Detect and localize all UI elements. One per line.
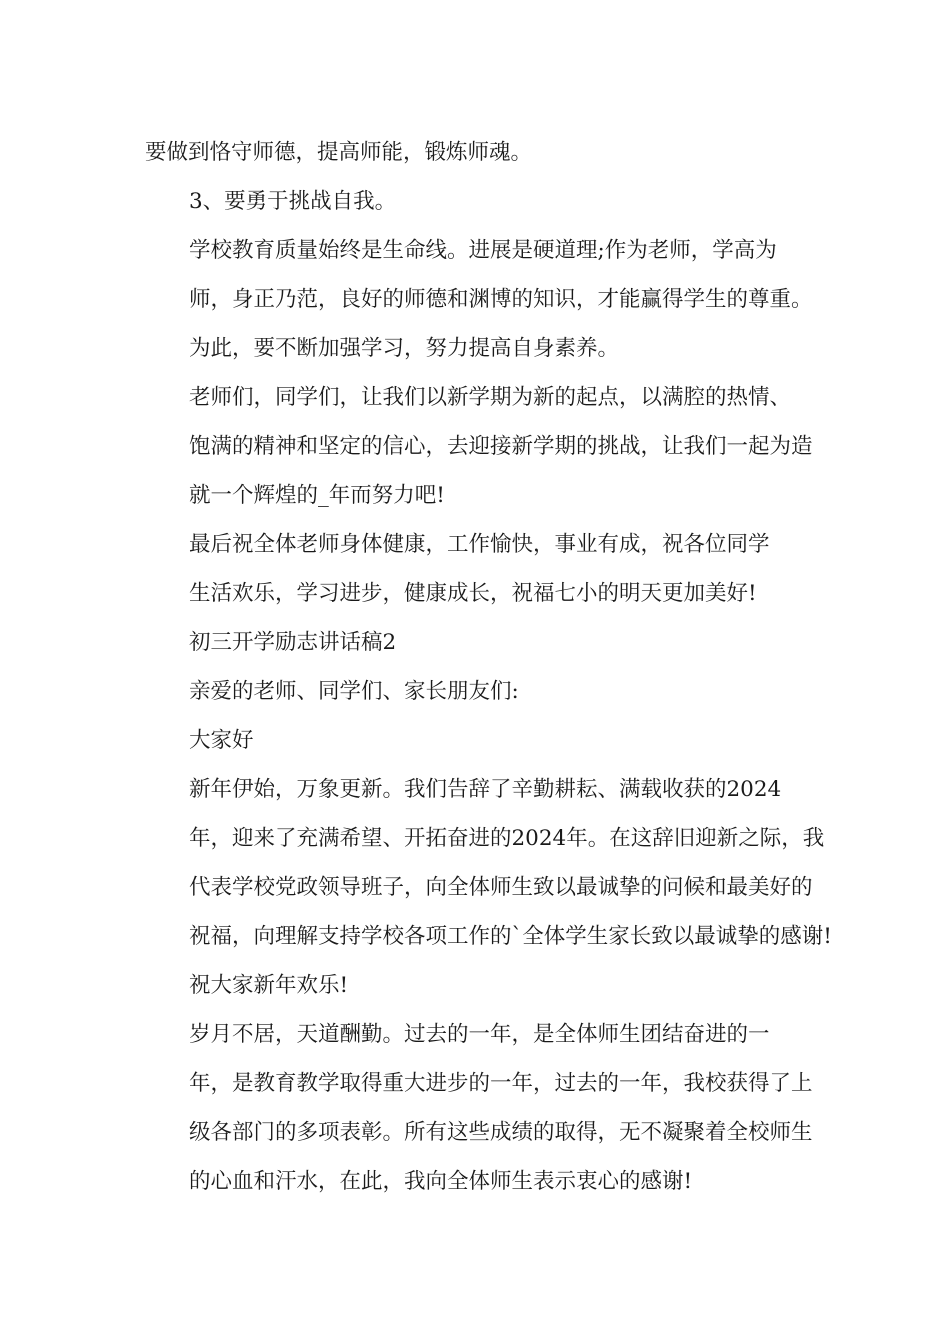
text-line: 级各部门的多项表彰。所有这些成绩的取得，无不凝聚着全校师生	[189, 1120, 813, 1145]
text-line: 师，身正乃范，良好的师德和渊博的知识，才能赢得学生的尊重。	[189, 287, 813, 312]
text-line: 年，是教育教学取得重大进步的一年，过去的一年，我校获得了上	[189, 1071, 813, 1096]
text-line: 为此，要不断加强学习，努力提高自身素养。	[189, 336, 620, 361]
text-line: 学校教育质量始终是生命线。进展是硬道理;作为老师，学高为	[189, 238, 777, 263]
text-line: 初三开学励志讲话稿2	[189, 630, 397, 655]
paragraph	[145, 520, 815, 618]
text-line: 亲爱的老师、同学们、家长朋友们:	[189, 679, 519, 704]
text-line: 生活欢乐，学习进步，健康成长，祝福七小的明天更加美好!	[189, 581, 757, 606]
paragraph	[145, 618, 815, 667]
text-line: 新年伊始，万象更新。我们告辞了辛勤耕耘、满载收获的2024	[189, 777, 782, 802]
text-line: 3、要勇于挑战自我。	[189, 189, 397, 214]
text-line: 老师们，同学们，让我们以新学期为新的起点，以满腔的热情、	[189, 385, 792, 410]
text-line: 祝福，向理解支持学校各项工作的`全体学生家长致以最诚挚的感谢!	[189, 924, 832, 949]
text-line: 年，迎来了充满希望、开拓奋进的2024年。在这辞旧迎新之际，我	[189, 826, 825, 851]
paragraph	[145, 1010, 815, 1206]
paragraph	[145, 667, 815, 716]
text-line: 饱满的精神和坚定的信心，去迎接新学期的挑战，让我们一起为造	[189, 434, 813, 459]
text-line: 就一个辉煌的_年而努力吧!	[189, 483, 445, 508]
paragraph	[145, 716, 815, 765]
paragraph	[145, 226, 815, 373]
paragraph	[145, 177, 815, 226]
text-line: 要做到恪守师德，提高师能，锻炼师魂。	[145, 140, 533, 165]
text-line: 的心血和汗水，在此，我向全体师生表示衷心的感谢!	[189, 1169, 693, 1194]
text-line: 代表学校党政领导班子，向全体师生致以最诚挚的问候和最美好的	[189, 875, 813, 900]
text-line: 最后祝全体老师身体健康，工作愉快，事业有成，祝各位同学	[189, 532, 770, 557]
document-body	[145, 128, 832, 1206]
paragraph	[145, 765, 832, 1010]
paragraph	[145, 373, 815, 520]
text-line: 大家好	[189, 728, 254, 753]
text-line: 岁月不居，天道酬勤。过去的一年，是全体师生团结奋进的一	[189, 1022, 770, 1047]
paragraph	[145, 128, 815, 177]
text-line: 祝大家新年欢乐!	[189, 973, 349, 998]
